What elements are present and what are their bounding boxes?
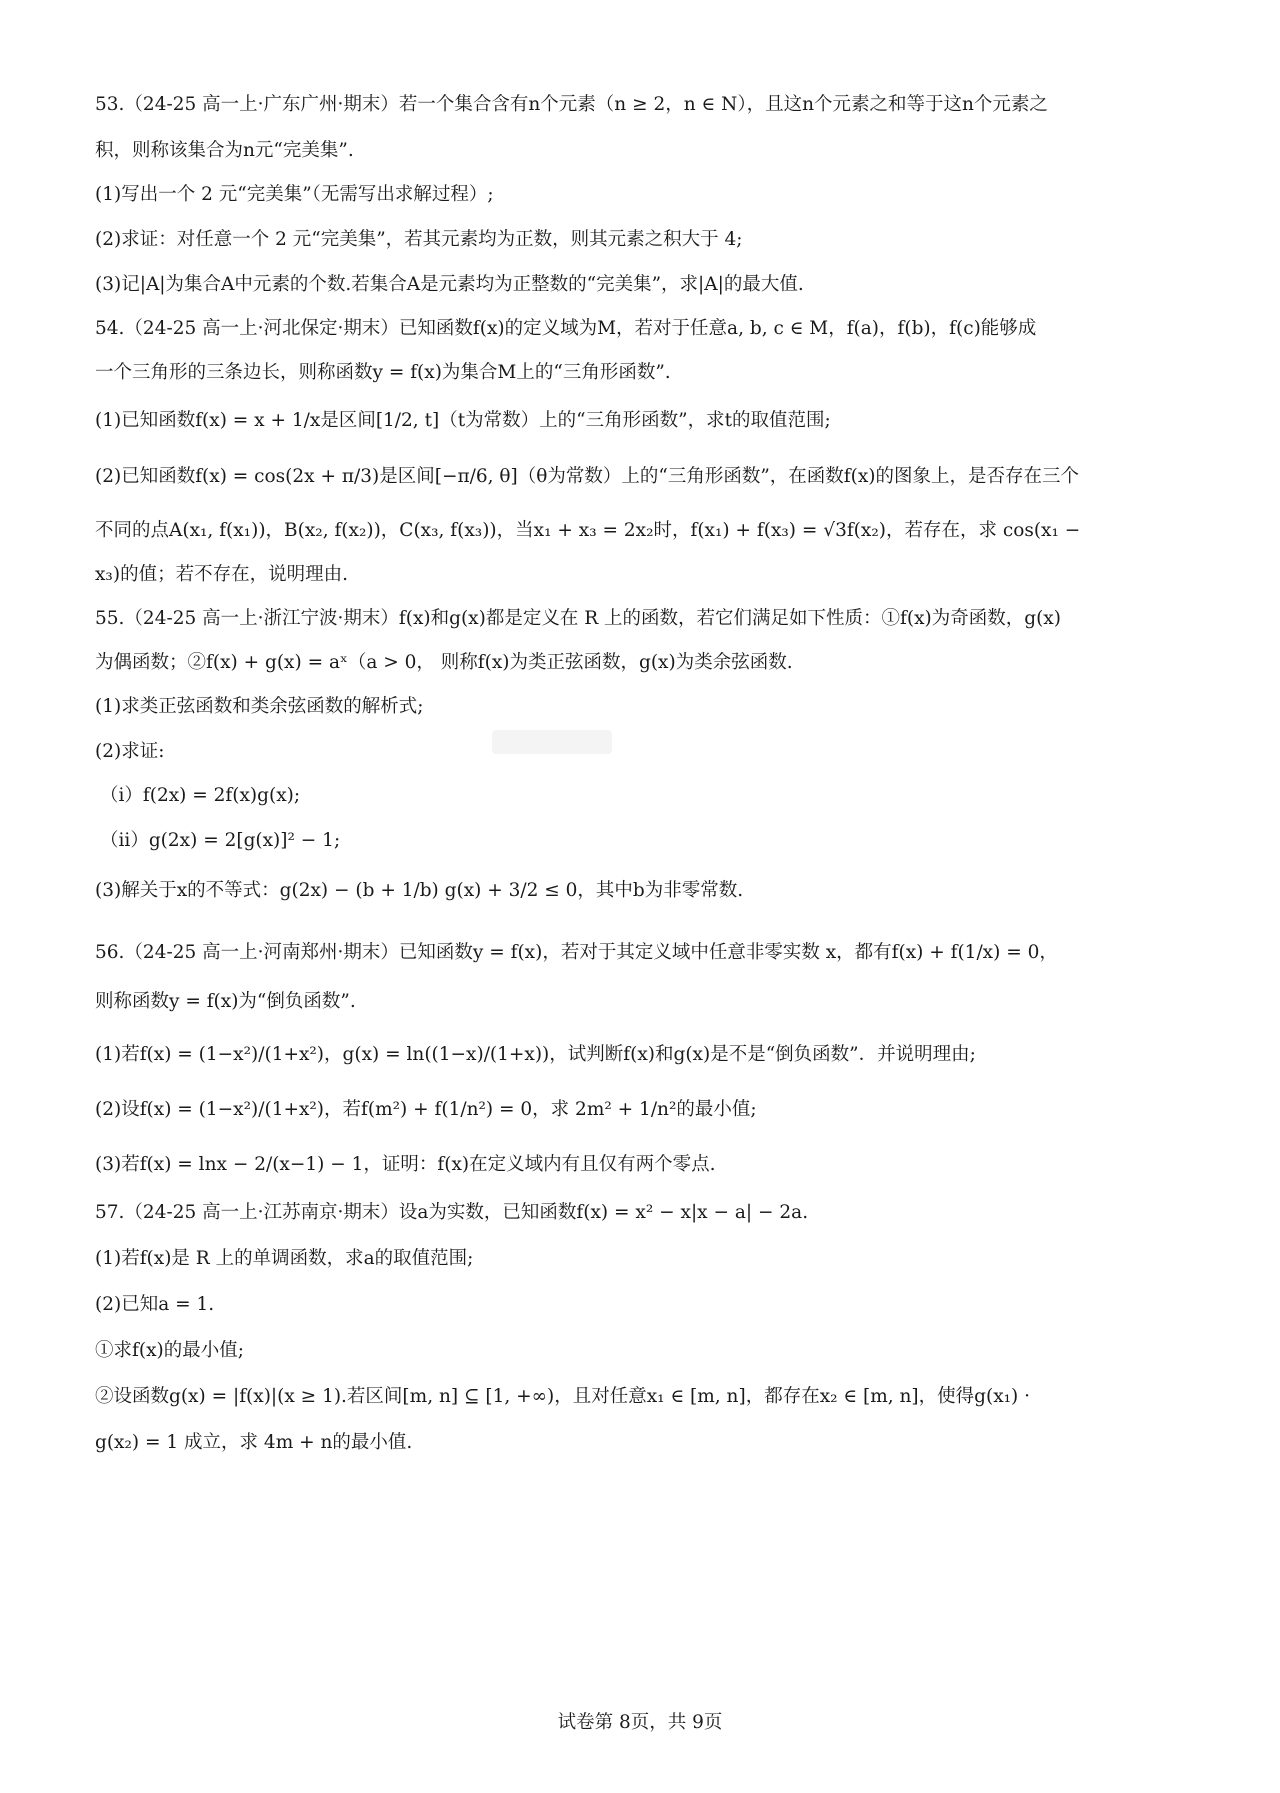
problem-53-part-2: (2)求证：对任意一个 2 元“完美集”，若其元素均为正数，则其元素之积大于 4;: [95, 229, 743, 250]
problem-55-part-2: (2)求证:: [95, 741, 165, 762]
problem-57-line-1: 57.（24-25 高一上·江苏南京·期末）设a为实数，已知函数f(x) = x² − x|x − a| − 2a.: [95, 1202, 809, 1223]
problem-57-part-2-a: ①求f(x)的最小值;: [95, 1340, 244, 1361]
problem-56-line-2: 则称函数y = f(x)为“倒负函数”.: [95, 991, 356, 1012]
problem-53-line-2: 积，则称该集合为n元“完美集”.: [95, 140, 354, 161]
problem-54-line-1: 54.（24-25 高一上·河北保定·期末）已知函数f(x)的定义域为M，若对于任意a, b, c ∈ M，f(a)，f(b)，f(c)能够成: [95, 318, 1037, 339]
problem-56-part-1: (1)若f(x) = (1−x²)/(1+x²)，g(x) = ln((1−x)/(1+x))，试判断f(x)和g(x)是不是“倒负函数”．并说明理由;: [95, 1044, 976, 1065]
problem-56-line-1: 56.（24-25 高一上·河南郑州·期末）已知函数y = f(x)，若对于其定义域中任意非零实数 x，都有f(x) + f(1/x) = 0，: [95, 942, 1058, 963]
problem-57-part-2-b-line-1: ②设函数g(x) = |f(x)|(x ≥ 1).若区间[m, n] ⊆ [1, +∞)，且对任意x₁ ∈ [m, n]，都存在x₂ ∈ [m, n]，使得g(x₁) ·: [95, 1386, 1031, 1407]
problem-57-part-1: (1)若f(x)是 R 上的单调函数，求a的取值范围;: [95, 1248, 474, 1269]
problem-54-part-2-line-2: 不同的点A(x₁, f(x₁))，B(x₂, f(x₂))，C(x₃, f(x₃))，当x₁ + x₃ = 2x₂时，f(x₁) + f(x₃) = √3f(x₂)，若存在，求 cos(x₁ −: [95, 520, 1081, 541]
problem-54-part-2-line-1: (2)已知函数f(x) = cos(2x + π/3)是区间[−π/6, θ]（θ为常数）上的“三角形函数”，在函数f(x)的图象上，是否存在三个: [95, 466, 1080, 487]
problem-54-line-2: 一个三角形的三条边长，则称函数y = f(x)为集合M上的“三角形函数”.: [95, 362, 671, 383]
problem-55-line-1: 55.（24-25 高一上·浙江宁波·期末）f(x)和g(x)都是定义在 R 上的函数，若它们满足如下性质：①f(x)为奇函数，g(x): [95, 608, 1061, 629]
problem-53-part-1: (1)写出一个 2 元“完美集”（无需写出求解过程）;: [95, 184, 494, 205]
problem-57-part-2: (2)已知a = 1.: [95, 1294, 215, 1315]
problem-56-part-2: (2)设f(x) = (1−x²)/(1+x²)，若f(m²) + f(1/n²) = 0，求 2m² + 1/n²的最小值;: [95, 1099, 757, 1120]
problem-57-part-2-b-line-2: g(x₂) = 1 成立，求 4m + n的最小值.: [95, 1432, 413, 1453]
problem-54-part-2-line-3: x₃)的值；若不存在，说明理由.: [95, 564, 348, 585]
page-footer: 试卷第 8页，共 9页: [557, 1712, 723, 1733]
problem-54-part-1: (1)已知函数f(x) = x + 1/x是区间[1/2, t]（t为常数）上的“三角形函数”，求t的取值范围;: [95, 410, 831, 431]
problem-53-line-1: 53.（24-25 高一上·广东广州·期末）若一个集合含有n个元素（n ≥ 2，n ∈ N），且这n个元素之和等于这n个元素之: [95, 94, 1048, 115]
problem-55-part-1: (1)求类正弦函数和类余弦函数的解析式;: [95, 696, 424, 717]
problem-55-part-3: (3)解关于x的不等式：g(2x) − (b + 1/b) g(x) + 3/2 ≤ 0，其中b为非零常数.: [95, 880, 744, 901]
problem-55-part-2-i: （i）f(2x) = 2f(x)g(x);: [100, 785, 301, 806]
problem-53-part-3: (3)记|A|为集合A中元素的个数.若集合A是元素均为正整数的“完美集”，求|A|的最大值.: [95, 274, 804, 295]
problem-56-part-3: (3)若f(x) = lnx − 2/(x−1) − 1，证明：f(x)在定义域内有且仅有两个零点.: [95, 1154, 716, 1175]
problem-55-part-2-ii: （ii）g(2x) = 2[g(x)]² − 1;: [100, 830, 341, 851]
problem-55-line-2: 为偶函数；②f(x) + g(x) = aˣ（a > 0， 则称f(x)为类正弦函数，g(x)为类余弦函数.: [95, 652, 793, 673]
